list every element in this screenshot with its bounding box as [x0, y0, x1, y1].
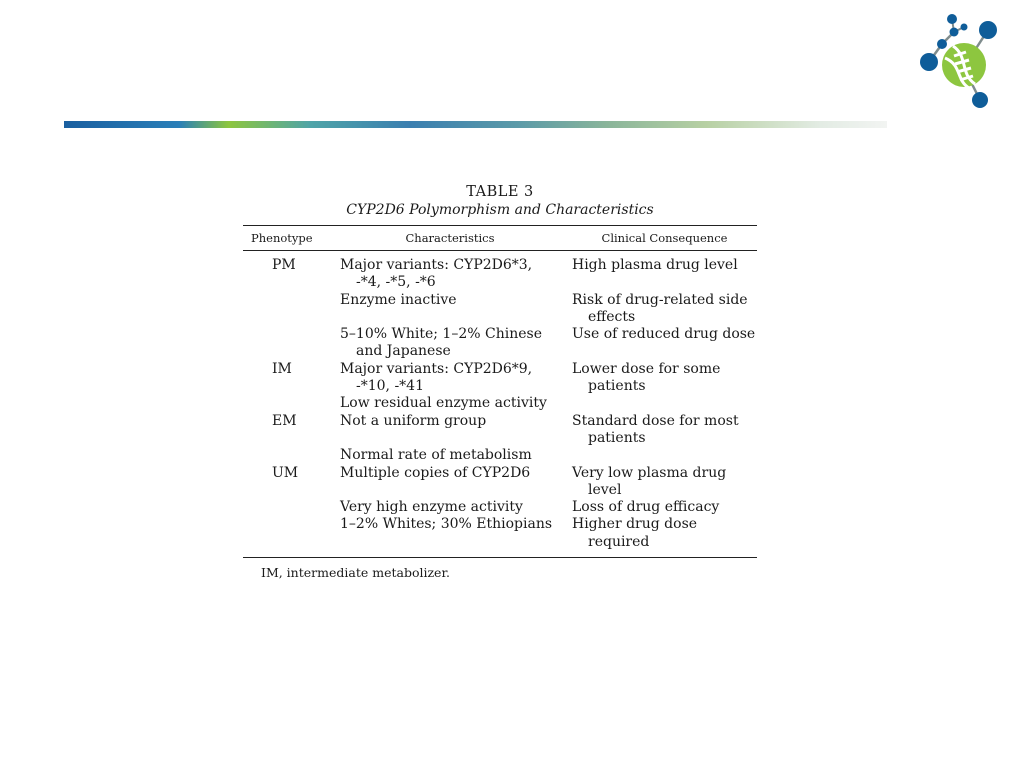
cell-line: Major variants: CYP2D6*3,: [340, 257, 533, 273]
header-gradient-bar: [64, 121, 887, 128]
phenotype-cell: UM: [272, 464, 299, 481]
cell-line: patients: [588, 378, 646, 395]
consequence-cell: [572, 516, 757, 551]
table-row: [243, 257, 757, 292]
table-block: [243, 183, 757, 581]
phenotype-cell: [243, 326, 340, 361]
table-bottom-rule: [243, 557, 757, 558]
cell-line: Enzyme inactive: [340, 291, 457, 308]
phenotype-cell: [243, 395, 340, 412]
phenotype-cell: [243, 292, 340, 327]
consequence-cell: [572, 361, 757, 396]
characteristics-cell: [340, 516, 572, 551]
table-row: [243, 395, 757, 412]
table-row: [243, 292, 757, 327]
consequence-cell: [572, 447, 757, 464]
cell-line: Risk of drug-related side: [572, 291, 748, 308]
phenotype-cell: [243, 499, 340, 516]
cell-line: level: [588, 481, 622, 498]
consequence-cell: [572, 465, 757, 500]
table-body: [243, 251, 757, 557]
cell-line: effects: [588, 308, 636, 325]
header-characteristics: Characteristics: [405, 231, 495, 245]
consequence-cell: [572, 499, 757, 516]
phenotype-cell: [243, 447, 340, 464]
table-row: [243, 326, 757, 361]
cell-line: High plasma drug level: [572, 257, 738, 273]
cell-line: Use of reduced drug dose: [572, 326, 756, 343]
phenotype-cell: PM: [272, 257, 296, 273]
consequence-cell: [572, 413, 757, 448]
cell-line: required: [588, 533, 650, 550]
characteristics-cell: [340, 326, 572, 361]
cell-line: Higher drug dose: [572, 516, 698, 533]
cell-line: Not a uniform group: [340, 412, 487, 429]
characteristics-cell: [340, 413, 572, 448]
table-header-row: [243, 226, 757, 250]
phenotype-cell: [243, 516, 340, 551]
cell-line: Normal rate of metabolism: [340, 447, 532, 464]
table-row: [243, 465, 757, 500]
cell-line: Loss of drug efficacy: [572, 499, 720, 516]
cell-line: -*4, -*5, -*6: [356, 274, 436, 291]
table-footnote: IM, intermediate metabolizer.: [261, 565, 451, 581]
characteristics-cell: [340, 447, 572, 464]
characteristics-cell: [340, 395, 572, 412]
cell-line: Multiple copies of CYP2D6: [340, 464, 531, 481]
cell-line: Major variants: CYP2D6*9,: [340, 360, 533, 377]
cell-line: Lower dose for some: [572, 360, 721, 377]
header-consequence: Clinical Consequence: [601, 231, 728, 245]
table-number: TABLE 3: [466, 184, 534, 200]
characteristics-cell: [340, 465, 572, 500]
cell-line: Very low plasma drug: [572, 464, 727, 481]
characteristics-cell: [340, 292, 572, 327]
cell-line: and Japanese: [356, 343, 451, 360]
consequence-cell: [572, 292, 757, 327]
table-row: [243, 447, 757, 464]
table-row: [243, 516, 757, 551]
logo-icon: [912, 10, 1004, 112]
characteristics-cell: [340, 499, 572, 516]
consequence-cell: [572, 326, 757, 361]
table-row: [243, 413, 757, 448]
table-title: CYP2D6 Polymorphism and Characteristics: [346, 202, 654, 218]
cell-line: Standard dose for most: [572, 412, 739, 429]
cell-line: 5–10% White; 1–2% Chinese: [340, 326, 542, 343]
header-phenotype: Phenotype: [251, 231, 313, 245]
characteristics-cell: [340, 361, 572, 396]
cell-line: 1–2% Whites; 30% Ethiopians: [340, 516, 553, 533]
cell-line: Very high enzyme activity: [340, 499, 523, 516]
cell-line: patients: [588, 429, 646, 446]
consequence-cell: [572, 395, 757, 412]
consequence-cell: [572, 257, 757, 292]
cell-line: Low residual enzyme activity: [340, 395, 547, 412]
table-row: [243, 499, 757, 516]
table-row: [243, 361, 757, 396]
cell-line: -*10, -*41: [356, 378, 424, 395]
characteristics-cell: [340, 257, 572, 292]
phenotype-cell: IM: [272, 360, 292, 377]
phenotype-cell: EM: [272, 412, 297, 429]
